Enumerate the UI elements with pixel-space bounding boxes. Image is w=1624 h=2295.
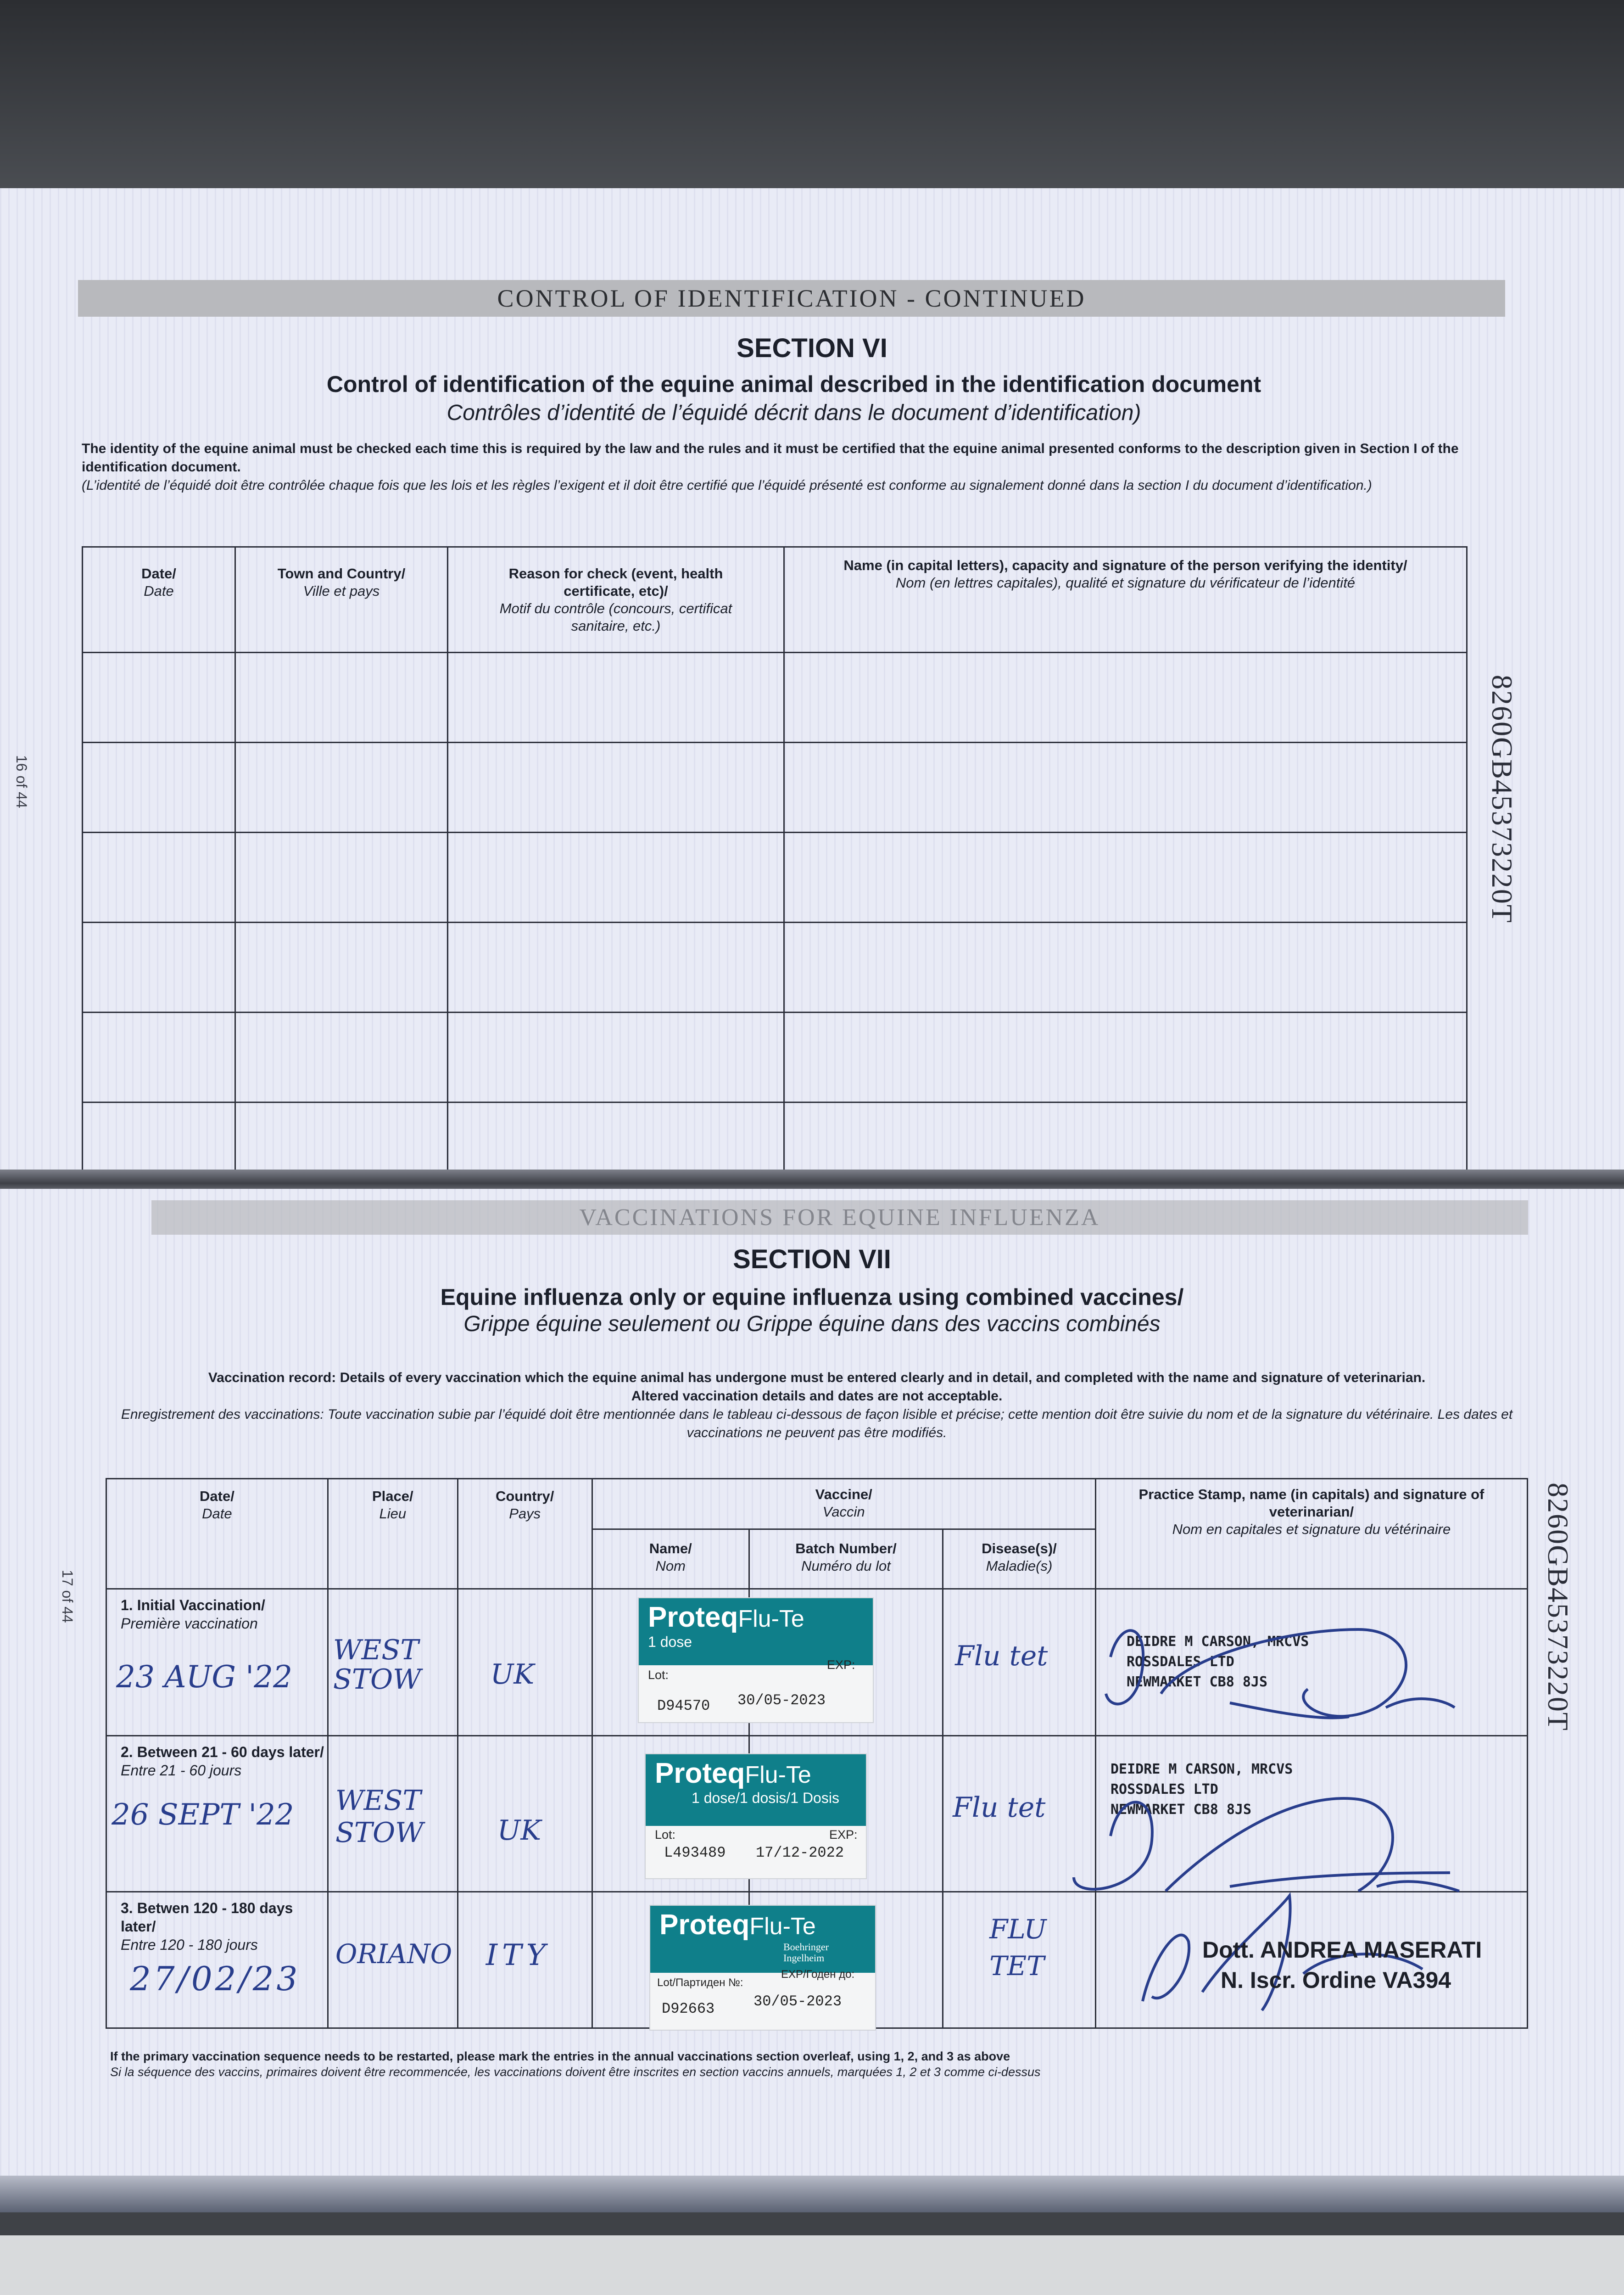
vaccine-brand: Proteq (655, 1758, 745, 1789)
empty-cell[interactable] (83, 833, 235, 923)
practice-stamp: DEIDRE M CARSON, MRCVS ROSSDALES LTD NEWMARKET CB8 8JS (1127, 1634, 1309, 1690)
disease-handwritten: Flu tet (953, 1791, 1046, 1824)
header-date: Date/ Date (106, 1479, 328, 1589)
empty-cell[interactable] (235, 833, 448, 923)
empty-cell[interactable] (235, 653, 448, 743)
section-band: CONTROL OF IDENTIFICATION - CONTINUED (78, 280, 1505, 317)
empty-cell[interactable] (784, 1103, 1467, 1175)
country-cell[interactable] (458, 1736, 592, 1892)
country-handwritten: UK (497, 1814, 541, 1847)
exp-label: EXP/Годен до: (781, 1968, 855, 1981)
page-number: 17 of 44 (59, 1570, 76, 1623)
section-subtitle-en: Equine influenza only or equine influenza using combined vaccines/ (440, 1284, 1184, 1310)
empty-cell[interactable] (448, 653, 784, 743)
empty-cell[interactable] (784, 923, 1467, 1013)
record-en-1: Vaccination record: Details of every vaccination which the equine animal has undergone must be entered clearly and in detail, and completed with the name and signature of veterinarian. (208, 1370, 1426, 1385)
section-subtitle-fr: Grippe équine seulement ou Grippe équine dans des vaccins combinés (463, 1312, 1161, 1336)
header-place: Place/ Lieu (328, 1479, 458, 1589)
practice-stamp: DEIDRE M CARSON, MRCVS ROSSDALES LTD NEWMARKET CB8 8JS (1111, 1761, 1293, 1818)
exp-label: EXP: (827, 1658, 855, 1672)
vaccine-sticker (649, 1905, 876, 2031)
empty-cell[interactable] (83, 653, 235, 743)
place-cell[interactable] (328, 1892, 458, 2028)
intro-fr: (L’identité de l’équidé doit être contrôlée chaque fois que les lois et les règles l’exigent et il doit être certifié que l’équidé présenté est conforme au signalement donné dans la section I du document d’identification.) (82, 478, 1372, 493)
section-title: SECTION VI (737, 333, 887, 363)
record-text (110, 1369, 1524, 1442)
header-vaccine-name: Name/ Nom (592, 1529, 749, 1589)
intro-en: The identity of the equine animal must be checked each time this is required by the law and the rules and it must be certified that the equine animal presented conforms to the description given in Section I of the identification document. (82, 441, 1459, 475)
scanner-background-top (0, 0, 1624, 188)
vaccine-product: Flu-Te (749, 1913, 816, 1940)
disease-handwritten: Flu tet (955, 1640, 1048, 1672)
place-cell[interactable] (328, 1589, 458, 1736)
date-handwritten: 26 SEPT '22 (112, 1798, 294, 1832)
header-town: Town and Country/ Ville et pays (235, 547, 448, 653)
disease-cell[interactable] (943, 1589, 1096, 1736)
header-reason: Reason for check (event, health certificate, etc)/ Motif du contrôle (concours, certificat sanitaire, etc.) (448, 547, 784, 653)
vaccine-sticker (645, 1753, 867, 1879)
empty-cell[interactable] (235, 1013, 448, 1103)
exp-date: 30/05-2023 (737, 1692, 826, 1709)
vaccine-sticker (638, 1597, 874, 1723)
passport-page-17 (0, 1189, 1624, 2180)
footnote-en: If the primary vaccination sequence needs to be restarted, please mark the entries in the annual vaccinations section overleaf, using 1, 2, and 3 as above (110, 2049, 1010, 2063)
country-handwritten: ITY (486, 1938, 551, 1972)
header-date: Date/ Date (83, 547, 235, 653)
row-date-cell[interactable]: 2. Between 21 - 60 days later/ Entre 21 - 60 jours 26 SEPT '22 (106, 1736, 328, 1892)
passport-cover-edge (0, 2176, 1624, 2212)
empty-cell[interactable] (83, 743, 235, 833)
disease-handwritten: FLU TET (989, 1914, 1047, 1982)
footnote (110, 2049, 1533, 2080)
lot-label: Lot: (655, 1828, 676, 1842)
country-handwritten: UK (490, 1658, 535, 1690)
exp-label: EXP: (829, 1828, 858, 1842)
record-fr: Enregistrement des vaccinations: Toute vaccination subie par l’équidé doit être mentionnée dans le tableau ci-dessous de façon lisible et précise; cette mention doit être suivie du nom et de la signature du vétérinaire. Les dates et vaccinations ne peuvent pas être modifiés. (121, 1407, 1513, 1440)
scanner-background-bottom (0, 2235, 1624, 2295)
vaccine-product: Flu-Te (738, 1606, 804, 1632)
vaccine-brand: Proteq (659, 1909, 750, 1941)
empty-cell[interactable] (784, 653, 1467, 743)
place-handwritten: WEST STOW (333, 1634, 421, 1696)
vaccine-dose: 1 dose/1 dosis/1 Dosis (692, 1790, 839, 1806)
record-en-2: Altered vaccination details and dates are not acceptable. (631, 1388, 1003, 1404)
vaccine-dose: 1 dose (648, 1634, 692, 1650)
place-handwritten: ORIANO (335, 1938, 452, 1970)
date-handwritten: 27/02/23 (130, 1959, 301, 1998)
empty-cell[interactable] (235, 923, 448, 1013)
row-date-cell[interactable]: 3. Betwen 120 - 180 days later/ Entre 120 - 180 jours 27/02/23 (106, 1892, 328, 2028)
date-handwritten: 23 AUG '22 (116, 1659, 293, 1695)
header-disease: Disease(s)/ Maladie(s) (943, 1529, 1096, 1589)
empty-cell[interactable] (448, 1103, 784, 1175)
identity-check-table (82, 546, 1468, 1175)
header-batch: Batch Number/ Numéro du lot (749, 1529, 943, 1589)
section-subtitle-fr: Contrôles d’identité de l’équidé décrit dans le document d’identification) (446, 401, 1141, 425)
empty-cell[interactable] (784, 743, 1467, 833)
empty-cell[interactable] (235, 1103, 448, 1175)
empty-cell[interactable] (784, 1013, 1467, 1103)
signature-vet-1 (1092, 1602, 1468, 1740)
empty-cell[interactable] (448, 1013, 784, 1103)
passport-number: 8260GB45373220T (1542, 1483, 1574, 1731)
intro-text (82, 440, 1481, 495)
vaccine-product: Flu-Te (745, 1762, 811, 1788)
disease-cell[interactable] (943, 1892, 1096, 2028)
header-country: Country/ Pays (458, 1479, 592, 1589)
header-stamp: Practice Stamp, name (in capitals) and signature of veterinarian/ Nom en capitales et signature du vétérinaire (1095, 1479, 1527, 1589)
row-date-cell[interactable]: 1. Initial Vaccination/ Première vaccination 23 AUG '22 (106, 1589, 328, 1736)
empty-cell[interactable] (83, 923, 235, 1013)
practice-stamp: Dott. ANDREA MASERATI N. Iscr. Ordine VA394 (1202, 1937, 1482, 1993)
exp-date: 17/12-2022 (756, 1844, 844, 1861)
lot-number: D94570 (657, 1697, 710, 1714)
country-cell[interactable] (458, 1892, 592, 2028)
empty-cell[interactable] (784, 833, 1467, 923)
place-cell[interactable] (328, 1736, 458, 1892)
lot-label: Lot/Партиден №: (657, 1976, 743, 1989)
empty-cell[interactable] (448, 743, 784, 833)
section-band: VACCINATIONS FOR EQUINE INFLUENZA (151, 1200, 1528, 1235)
page-number: 16 of 44 (13, 755, 30, 808)
lot-label: Lot: (648, 1668, 669, 1682)
place-handwritten: WEST STOW (335, 1785, 424, 1849)
vaccine-brand: Proteq (648, 1601, 738, 1633)
footnote-fr: Si la séquence des vaccins, primaires doivent être recommencée, les vaccinations doivent être inscrites en section vaccins annuels, marquées 1, 2 et 3 comme ci-dessus (110, 2065, 1041, 2079)
section-subtitle-en: Control of identification of the equine animal described in the identification document (326, 371, 1261, 397)
empty-cell[interactable] (83, 1103, 235, 1175)
empty-cell[interactable] (448, 923, 784, 1013)
empty-cell[interactable] (83, 1013, 235, 1103)
passport-page-16 (0, 188, 1624, 1175)
header-vaccine: Vaccine/ Vaccin (592, 1479, 1095, 1529)
lot-number: D92663 (662, 2000, 715, 2017)
manufacturer: Boehringer Ingelheim (783, 1941, 829, 1964)
passport-number: 8260GB45373220T (1486, 675, 1518, 924)
exp-date: 30/05-2023 (753, 1993, 842, 2010)
empty-cell[interactable] (235, 743, 448, 833)
country-cell[interactable] (458, 1589, 592, 1736)
empty-cell[interactable] (448, 833, 784, 923)
lot-number: L493489 (664, 1844, 726, 1861)
section-title: SECTION VII (733, 1244, 891, 1274)
header-verifier: Name (in capital letters), capacity and signature of the person verifying the identity/ Nom (en lettres capitales), qualité et signature du vérificateur de l’identité (784, 547, 1467, 653)
